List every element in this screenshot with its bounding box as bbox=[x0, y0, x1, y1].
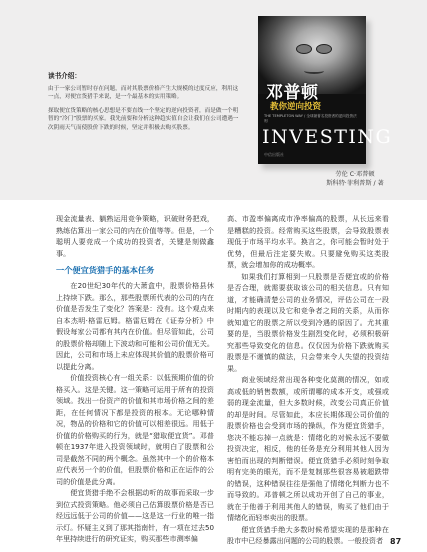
page-number: 87 bbox=[390, 537, 402, 546]
right-column bbox=[227, 213, 389, 547]
book-subtitle: 教你逆向投资 bbox=[270, 102, 322, 112]
caption-authors: 劳伦 C·邓普顿 bbox=[335, 171, 375, 178]
right-paragraph-2: 商业领域经常出现各种变化莫测的情况，如或高或低的销售数额，或所谓哪的成本开支，或强或弱的现金流量，但大多数时候，改变公司真正价值的却是时间。尽管如此，本应长期体现公司价值的股票价格也会受到市场的操纵，作为便宜货猎手，您决不能忘掉一点就是：情绪化的对候永远不要做投资决定，相反，他的任务是充分利用其他人因为害怕而出现的判断错误。便宜货猎手必须时刻争取明有完美的眼光，而不是复制那些很容易被超跌带的错误，这种错误往往是强他了情绪化判断力也不而导致的。邓普顿之所以成功开创了自己的事业，就在于他善于利用其他人的错误，购买了他们由于情绪化而轻率卖出的股票。 bbox=[227, 375, 389, 522]
portrait-mouth bbox=[304, 68, 324, 74]
right-paragraph-1: 如果我们打算相到一只股票是否便宜或的价格是否合理，就需要获取该公司的相关信息。只有知道，才能确清楚公司的业务情况，评估公司在一段时期内的表现以及它和竞争者之间的关系，从而你就知道它的股票之所以受到冷遇的原因了。尤其重要的是，当股票价格发生剧烈变化时，必须积极研究那些导致变化的信息。仅仅因为价格下跌就购买股票是不谨慎的做法，只会带来令人失望的投资结果。 bbox=[227, 271, 389, 373]
book-cover bbox=[258, 16, 393, 164]
right-paragraph-3: 便宜货猎手绝大多数时候希望实现的是那种在股市中已经暴露出问题的公司的股票。一般投资者 bbox=[227, 524, 389, 545]
intro-paragraph-1: 由于一家公司暂时存在问题，而对其股票价格产生大规模的过度反应，利用这一点，对便宜货猎手来说，是一个最基本的实用策略。 bbox=[48, 85, 239, 101]
book-title: 邓普顿 bbox=[266, 83, 319, 103]
right-paragraph-0: 高、市盈率偏离成市净率偏高的股票，从长远来看是糟糕的投资。经常购买这些股票，会导致股票表现低于市场平均水平。换言之，你可能会暂时处于优势，但最后注定要失败。只要避免购买这类股票，就会增加你的成功概率。 bbox=[227, 214, 389, 269]
book-tagline: THE TEMPLETON WAY / 全球最著名投资者的逆向投资法则 bbox=[264, 114, 357, 123]
left-paragraph-1: 在20世纪30年代的大萧盒中，股票价格县休上持续下跌。那么，那些股票所代表的公司的内在价值是否发生了变化？答案是：没有。这个观点来自本杰明·格雷厄姆。格雷厄姆在《证券分析》中假设每家公司都有其内在价值。但尽管如此，公司的股票价格却随上下波动和可能和公司价值无关。因此，公司和市场上未应体现其价值的股票价格可以提此分离。 bbox=[56, 281, 214, 371]
book-publisher: 中信出版社 bbox=[264, 152, 284, 157]
section-heading: 一个便宜货猎手的基本任务 bbox=[56, 265, 155, 275]
left-paragraph-0: 现金流量表、躺熟运用竞争策略，识破财务把戏，熟练估算出一家公司的内在价值等等。但是，一个聪明人要竞成一个成功的投资者，关键是刻做鑫事。 bbox=[56, 214, 214, 258]
left-paragraph-2: 价值投资核心有一组关系：以低预期价值的价格买入。这是关键。这一策略可运用于所有的投资领域。找出一份资产的价值和其市场价格之间的差距，在任何情况下都是投资的根本。无论哪种情况，物品的价格和它的价值可以相差很远。用低于价值的价格购买的行为，就是“猎取便宜货”。邓普顿在1937年进入投资领域时，就明白了股票和公司是截然不同的两个概念。虽然其中一个的价格本应代表另一个的价值，但股票价格和正在运作的公司的价值是此分离。 bbox=[56, 373, 214, 486]
book-caption bbox=[300, 170, 410, 188]
left-column bbox=[56, 213, 214, 545]
left-paragraph-3: 便宜货猎手绝不会根据动听的故事而采取一步到位式投资策略。他必须自己估算股票价格是否已经远远低于公司的价值——这是这一行业的唯一指示灯。怀疑主义到了那其指南针，有一项在过去50年里持续进行的研究证实，购买那些市测率偏 bbox=[56, 488, 214, 543]
book-brand-word: INVESTING bbox=[262, 126, 393, 148]
portrait-glasses-left bbox=[296, 44, 312, 54]
caption-authors-2: 斯科特·菲利普斯 / 著 bbox=[326, 180, 384, 187]
intro-paragraph-2: 探取便宜货策略的核心思想是不要直线一个坚定的逆向投资者，而是做一个明智的“冷门”股票的买家。我先前要和分析这种趋实值自会让我们在公司遭遇一次阴雨天气而使股价下跌的时候，坚定并积极去购买股票。 bbox=[48, 107, 239, 131]
portrait-glasses-right bbox=[316, 44, 332, 54]
intro-title: 读书介绍： bbox=[48, 72, 81, 80]
book-intro bbox=[48, 72, 240, 138]
